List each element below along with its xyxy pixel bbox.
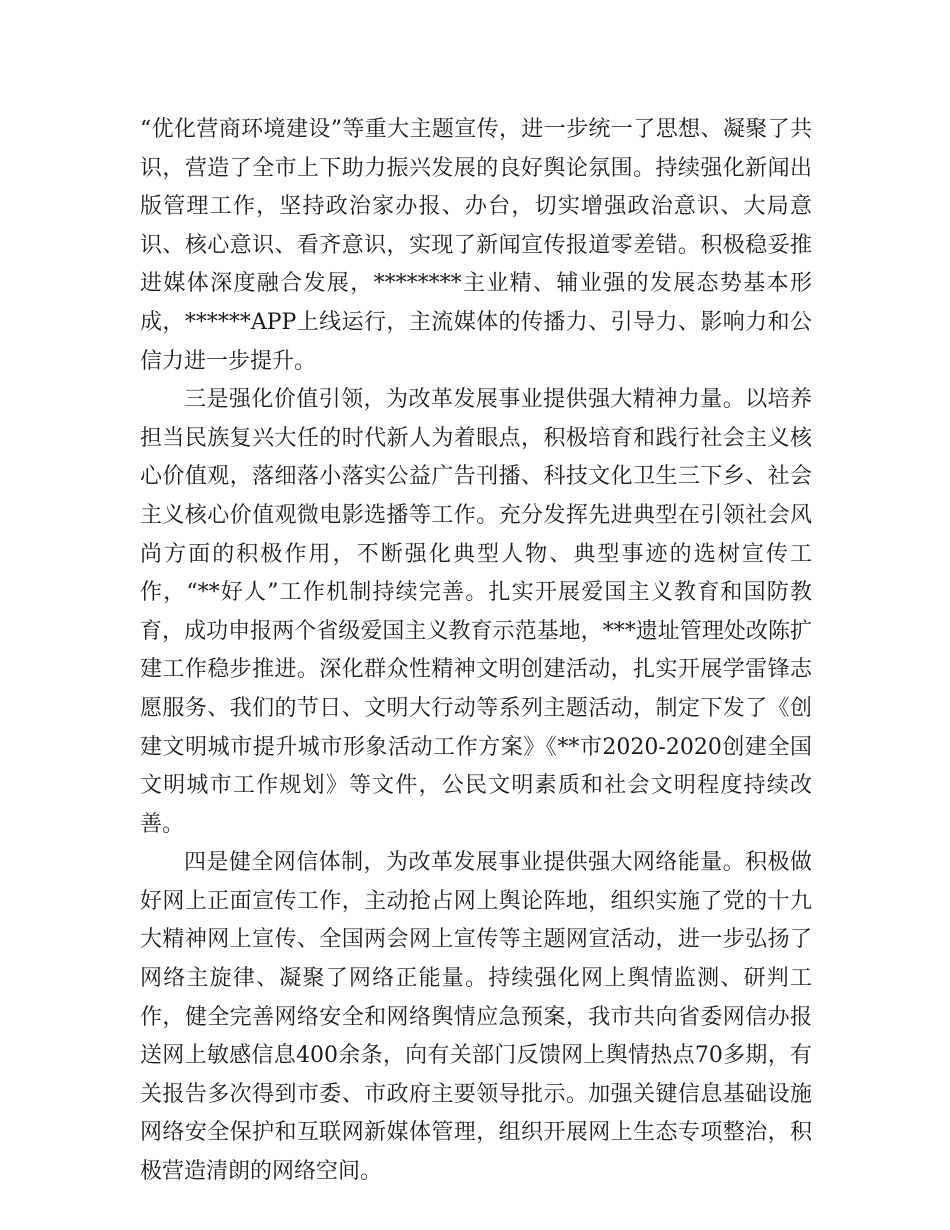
document-body xyxy=(140,111,812,1192)
paragraph-media-convergence: “优化营商环境建设”等重大主题宣传，进一步统一了思想、凝聚了共识，营造了全市上下助力振兴发展的良好舆论氛围。持续强化新闻出版管理工作，坚持政治家办报、办台，切实增强政治意识、大局意识、核心意识、看齐意识，实现了新闻宣传报道零差错。积极稳妥推进媒体深度融合发展，********主业精、辅业强的发展态势基本形成，******APP上线运行，主流媒体的传播力、引导力、影响力和公信力进一步提升。 xyxy=(140,117,812,374)
paragraph-value-guidance: 三是强化价值引领，为改革发展事业提供强大精神力量。以培养担当民族复兴大任的时代新人为着眼点，积极培育和践行社会主义核心价值观，落细落小落实公益广告刊播、科技文化卫生三下乡、社会主义核心价值观微电影选播等工作。充分发挥先进典型在引领社会风尚方面的积极作用，不断强化典型人物、典型事迹的选树宣传工作，“**好人”工作机制持续完善。扎实开展爱国主义教育和国防教育，成功申报两个省级爱国主义教育示范基地，***遗址管理处改陈扩建工作稳步推进。深化群众性精神文明创建活动，扎实开展学雷锋志愿服务、我们的节日、文明大行动等系列主题活动，制定下发了《创建文明城市提升城市形象活动工作方案》《**市2020-2020创建全国文明城市工作规划》等文件，公民文明素质和社会文明程度持续改善。 xyxy=(140,387,812,837)
paragraph-cyberspace-system: 四是健全网信体制，为改革发展事业提供强大网络能量。积极做好网上正面宣传工作，主动抢占网上舆论阵地，组织实施了党的十九大精神网上宣传、全国两会网上宣传等主题网宣活动，进一步弘扬了网络主旋律、凝聚了网络正能量。持续强化网上舆情监测、研判工作，健全完善网络安全和网络舆情应急预案，我市共向省委网信办报送网上敏感信息400余条，向有关部门反馈网上舆情热点70多期，有关报告多次得到市委、市政府主要领导批示。加强关键信息基础设施网络安全保护和互联网新媒体管理，组织开展网上生态专项整治，积极营造清朗的网络空间。 xyxy=(140,850,812,1185)
